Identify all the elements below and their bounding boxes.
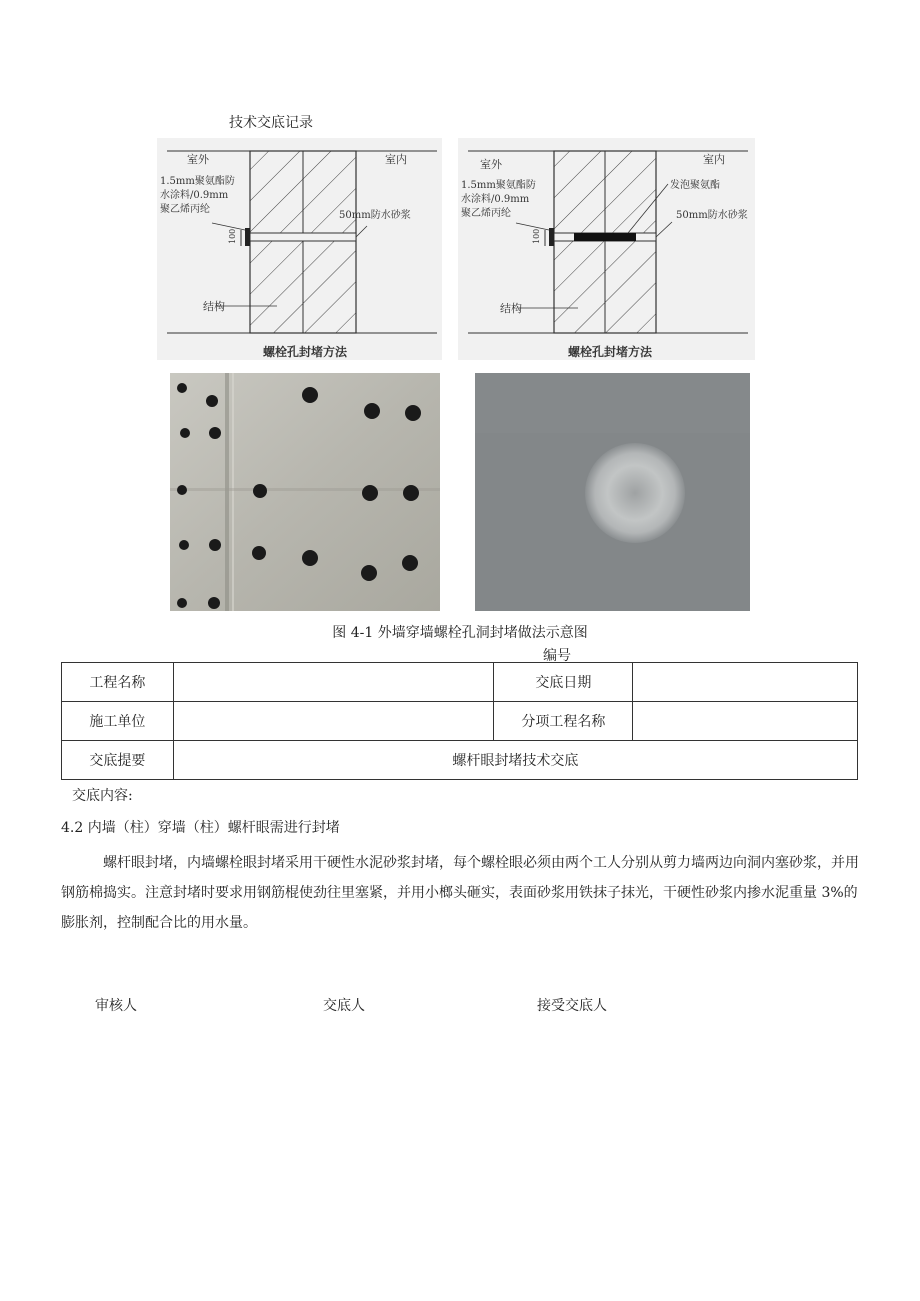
diagram-caption: 螺栓孔封堵方法 <box>568 345 653 359</box>
inside-label: 室内 <box>703 153 725 166</box>
record-title: 技术交底记录 <box>229 115 313 131</box>
coating-label-3: 聚乙烯丙纶 <box>461 208 511 219</box>
receiver-label: 接受交底人 <box>537 998 607 1014</box>
bolt-hole-diagram-right <box>458 138 755 360</box>
subproject-label: 分项工程名称 <box>494 702 633 741</box>
structure-label: 结构 <box>203 300 225 313</box>
coating-label-3: 聚乙烯丙纶 <box>160 204 210 215</box>
reviewer-label: 审核人 <box>95 998 137 1014</box>
mortar-label: 50mm防水砂浆 <box>676 210 748 221</box>
presenter-label: 交底人 <box>323 998 365 1014</box>
project-name-value <box>173 663 494 702</box>
mortar-label: 50mm防水砂浆 <box>339 210 411 221</box>
project-name-label: 工程名称 <box>62 663 174 702</box>
table-row <box>62 741 858 780</box>
outside-label: 室外 <box>480 158 502 171</box>
structure-label: 结构 <box>500 302 522 315</box>
wall-bolt-holes-photo <box>170 373 440 611</box>
date-label: 交底日期 <box>494 663 633 702</box>
table-row <box>62 663 858 702</box>
coating-label-2: 水涂料/0.9mm <box>461 194 530 205</box>
foam-label: 发泡聚氨酯 <box>670 180 720 191</box>
subproject-value <box>633 702 858 741</box>
inside-label: 室内 <box>385 153 407 166</box>
body-paragraph: 螺杆眼封堵，内墙螺栓眼封堵采用干硬性水泥砂浆封堵，每个螺栓眼必须由两个工人分别从剪力墙两边向洞内塞砂浆，并用钢筋棉捣实。注意封堵时要求用钢筋棍使劲往里塞紧，并用小榔头砸实，表面砂浆用铁抹子抹光，干硬性砂浆内掺水泥重量 3%的膨胀剂，控制配合比的用水量。 <box>61 855 859 931</box>
dimension-label: 100 <box>228 228 237 244</box>
coating-label-2: 水涂料/0.9mm <box>160 190 229 201</box>
info-table <box>61 662 858 780</box>
code-label: 编号 <box>543 648 571 664</box>
coating-label-1: 1.5mm聚氨酯防 <box>160 176 235 187</box>
unit-value <box>173 702 494 741</box>
diagram-caption: 螺栓孔封堵方法 <box>263 345 348 359</box>
outside-label: 室外 <box>187 153 209 166</box>
sealed-hole-photo <box>475 373 750 611</box>
summary-value: 螺杆眼封堵技术交底 <box>173 741 857 780</box>
content-label: 交底内容: <box>72 788 133 804</box>
coating-label-1: 1.5mm聚氨酯防 <box>461 180 536 191</box>
figure-caption: 图 4-1 外墙穿墙螺栓孔洞封堵做法示意图 <box>332 625 588 641</box>
table-row <box>62 702 858 741</box>
dimension-label: 100 <box>532 228 541 244</box>
bolt-hole-diagram-left <box>157 138 442 360</box>
unit-label: 施工单位 <box>62 702 174 741</box>
summary-label: 交底提要 <box>62 741 174 780</box>
section-title: 4.2 内墙（柱）穿墙（柱）螺杆眼需进行封堵 <box>61 820 340 836</box>
date-value <box>633 663 858 702</box>
